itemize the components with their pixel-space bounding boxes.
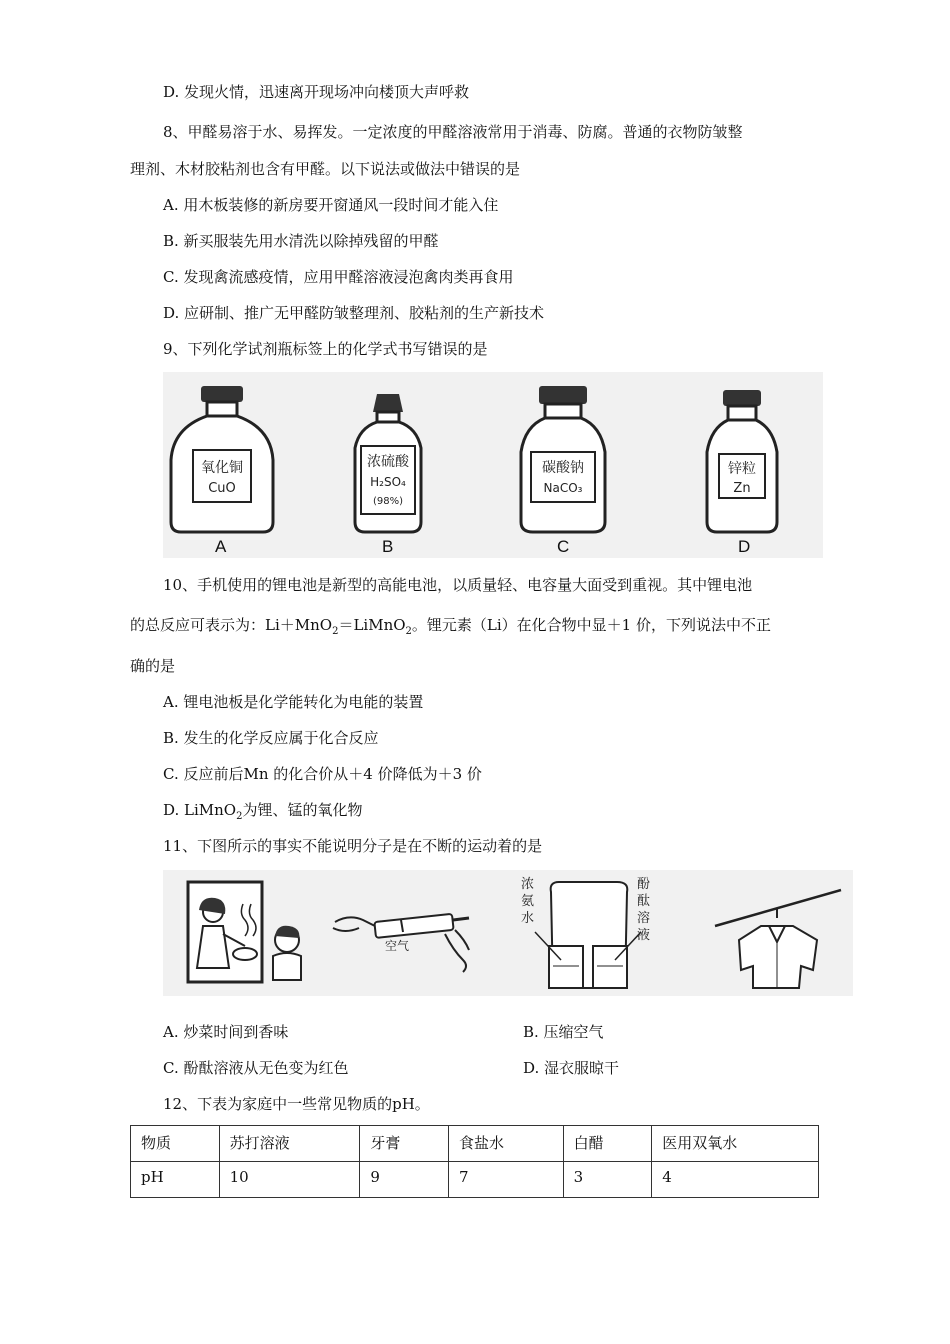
cooking-scene: [188, 882, 301, 982]
bottle-d: [707, 390, 777, 556]
ammonia-label-char-3: 水: [521, 911, 535, 926]
q9-stem: 9、下列化学试剂瓶标签上的化学式书写错误的是: [163, 340, 488, 358]
bottle-b-formula: H₂SO₄: [370, 475, 406, 489]
bottle-c-letter: C: [557, 537, 570, 556]
bottle-a-formula: CuO: [208, 481, 236, 496]
phenol-label-char-4: 液: [637, 928, 651, 943]
q10-stem-line2: 的总反应可表示为：Li＋MnO$_2$＝LiMnO$_2$。锂元素（Li）在化合物中显＋1 价，下列说法中不正: [130, 616, 771, 637]
air-label: 空气: [385, 939, 410, 953]
bottle-b-name: 浓硫酸: [367, 454, 409, 470]
bottle-b-letter: B: [382, 537, 394, 556]
bottle-a: [171, 386, 273, 556]
ammonia-label-char-2: 氨: [521, 894, 535, 909]
bottle-b-concentration: (98%): [372, 496, 404, 507]
q8-stem-line1: 8、甲醛易溶于水、易挥发。一定浓度的甲醛溶液常用于消毒、防腐。普通的衣物防皱整: [163, 123, 743, 141]
q11-option-c: C. 酚酞溶液从无色变为红色: [163, 1059, 349, 1077]
q10-option-a: A. 锂电池板是化学能转化为电能的装置: [163, 693, 424, 711]
table-cell: 7: [448, 1162, 563, 1198]
q10-stem-line1: 10、手机使用的锂电池是新型的高能电池，以质量轻、电容量大面受到重视。其中锂电池: [163, 576, 753, 594]
table-header-cell: 医用双氧水: [652, 1126, 819, 1162]
q11-stem: 11、下图所示的事实不能说明分子是在不断的运动着的是: [163, 837, 543, 855]
bottle-b: [355, 394, 421, 556]
ammonia-label-char-1: 浓: [521, 877, 535, 892]
syringe-scene: [333, 914, 469, 972]
q10-stem-line3: 确的是: [130, 657, 176, 675]
q11-option-d: D. 湿衣服晾干: [523, 1059, 620, 1077]
table-header-cell: 牙膏: [360, 1126, 449, 1162]
bottle-a-name: 氧化铜: [201, 460, 243, 476]
phenol-label-char-2: 酞: [637, 894, 651, 909]
q8-option-d: D. 应研制、推广无甲醛防皱整理剂、胶粘剂的生产新技术: [163, 304, 545, 322]
q10-option-d: D. LiMnO$_2$为锂、锰的氧化物: [163, 801, 363, 822]
q8-option-b: B. 新买服装先用水清洗以除掉残留的甲醛: [163, 232, 439, 250]
table-row: [131, 1162, 819, 1198]
bottle-c-name: 碳酸钠: [542, 460, 584, 476]
table-header-cell: 苏打溶液: [219, 1126, 360, 1162]
table-cell: 4: [652, 1162, 819, 1198]
q8-option-a: A. 用木板装修的新房要开窗通风一段时间才能入住: [163, 196, 499, 214]
q8-stem-line2: 理剂、木材胶粘剂也含有甲醛。以下说法或做法中错误的是: [130, 160, 521, 178]
q7-option-d: D. 发现火情，迅速离开现场冲向楼顶大声呼救: [163, 83, 470, 101]
bottle-d-letter: D: [738, 537, 751, 556]
q9-bottles-figure: [163, 372, 823, 558]
bottle-a-letter: A: [215, 537, 227, 556]
q11-option-b: B. 压缩空气: [523, 1023, 604, 1041]
q10-option-b: B. 发生的化学反应属于化合反应: [163, 729, 379, 747]
ph-table: [130, 1125, 819, 1198]
q8-option-c: C. 发现禽流感疫情，应用甲醛溶液浸泡禽肉类再食用: [163, 268, 514, 286]
beaker-scene: [521, 877, 650, 988]
table-cell: pH: [131, 1162, 220, 1198]
q10-option-c: C. 反应前后Mn 的化合价从＋4 价降低为＋3 价: [163, 765, 482, 783]
q12-stem: 12、下表为家庭中一些常见物质的pH。: [163, 1095, 430, 1113]
bottle-d-formula: Zn: [733, 481, 751, 496]
drying-shirt-scene: [715, 890, 841, 988]
table-header-cell: 白醋: [563, 1126, 652, 1162]
phenol-label-char-1: 酚: [637, 877, 651, 892]
table-cell: 9: [360, 1162, 449, 1198]
bottle-c-formula: NaCO₃: [543, 481, 583, 495]
q11-option-a: A. 炒菜时间到香味: [163, 1023, 289, 1041]
table-cell: 10: [219, 1162, 360, 1198]
table-header-cell: 物质: [131, 1126, 220, 1162]
phenol-label-char-3: 溶: [637, 911, 651, 926]
bottle-c: [521, 386, 605, 556]
table-header-cell: 食盐水: [448, 1126, 563, 1162]
table-row: [131, 1126, 819, 1162]
q11-figure: [163, 870, 853, 996]
table-cell: 3: [563, 1162, 652, 1198]
bottle-d-name: 锌粒: [728, 461, 756, 477]
